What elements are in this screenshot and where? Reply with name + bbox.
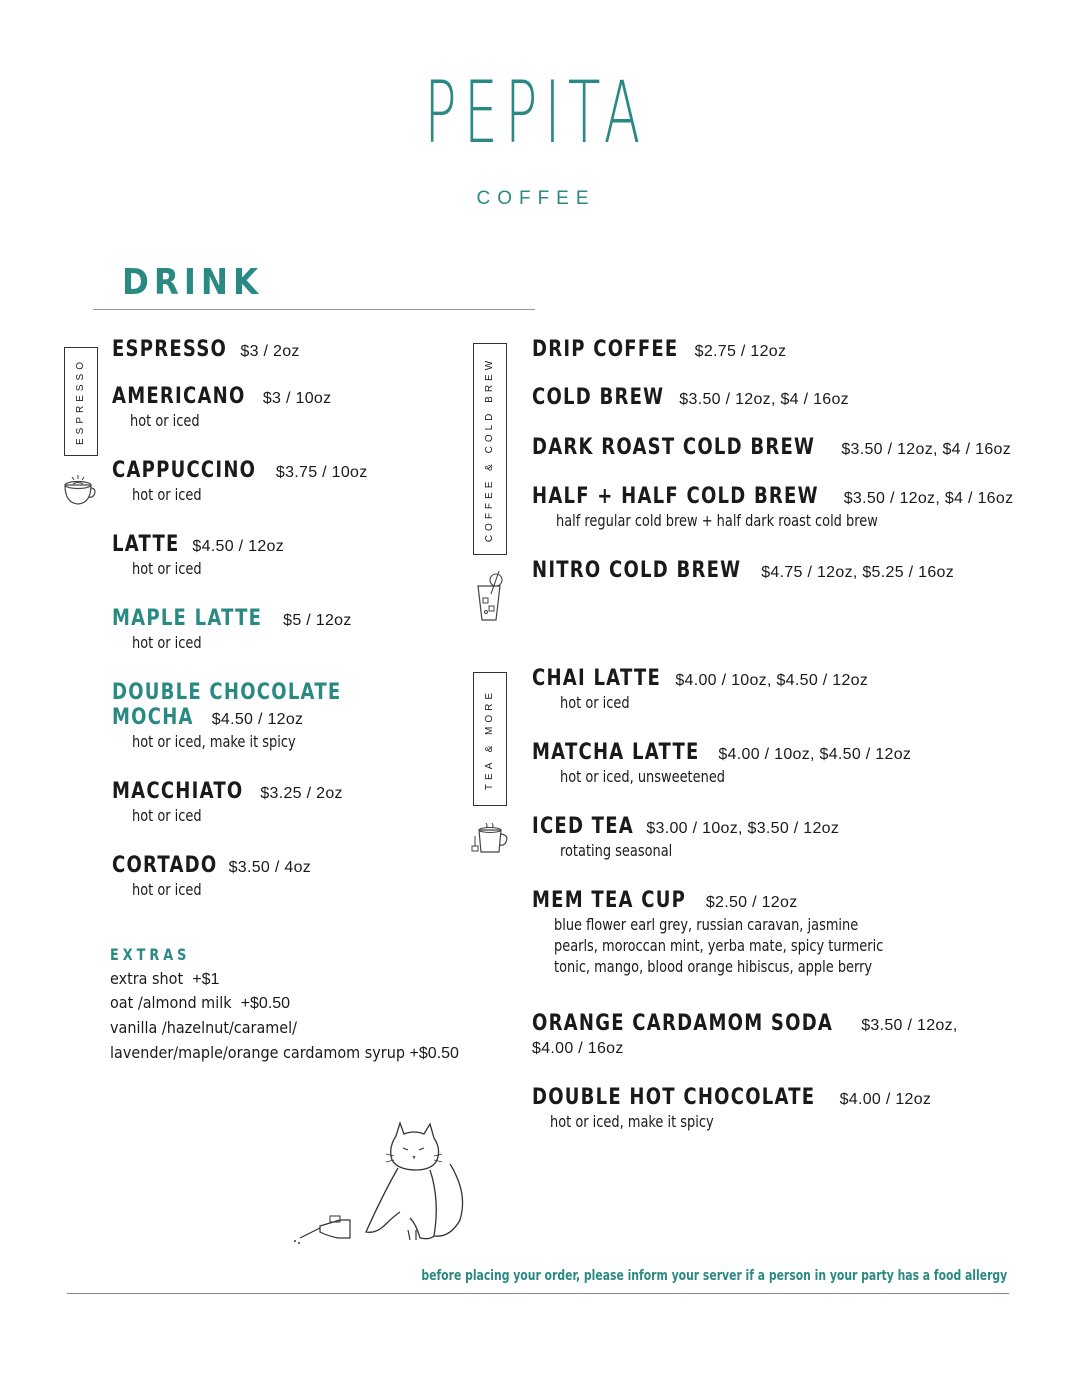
menu-item-espresso: ESPRESSO $3 / 2oz [112, 337, 300, 362]
menu-item-double-chocolate-mocha: DOUBLE CHOCOLATE MOCHA $4.50 / 12oz hot or iced, make it spicy [112, 680, 342, 751]
menu-item-orange-cardamom-soda: ORANGE CARDAMOM SODA $3.50 / 12oz, $4.00 / 16oz [532, 1011, 958, 1057]
title-divider [93, 309, 535, 310]
menu-item-macchiato: MACCHIATO $3.25 / 2oz hot or iced [112, 779, 343, 825]
menu-item-dark-roast-cold-brew: DARK ROAST COLD BREW $3.50 / 12oz, $4 / 16oz [532, 435, 1012, 460]
menu-item-americano: AMERICANO $3 / 10oz hot or iced [112, 384, 332, 430]
section-title: DRINK [122, 262, 264, 303]
menu-item-matcha-latte: MATCHA LATTE $4.00 / 10oz, $4.50 / 12oz hot or iced, unsweetened [532, 740, 912, 786]
extras-title: EXTRAS [110, 945, 191, 964]
extra-line: extra shot +$1 [110, 969, 220, 988]
coffee-category-label: COFFEE & COLD BREW [473, 343, 507, 555]
brand-subtitle: COFFEE [476, 188, 596, 209]
menu-item-drip-coffee: DRIP COFFEE $2.75 / 12oz [532, 337, 787, 362]
menu-item-cortado: CORTADO $3.50 / 4oz hot or iced [112, 853, 312, 899]
tea-mug-icon [470, 820, 514, 856]
brand-logo: PEPITA [424, 63, 648, 163]
tea-category-label: TEA & MORE [473, 672, 507, 806]
menu-item-iced-tea: ICED TEA $3.00 / 10oz, $3.50 / 12oz rotating seasonal [532, 814, 840, 860]
extra-line: vanilla /hazelnut/caramel/ [110, 1018, 298, 1037]
extra-line: lavender/maple/orange cardamom syrup +$0.50 [110, 1043, 459, 1062]
menu-item-cold-brew: COLD BREW $3.50 / 12oz, $4 / 16oz [532, 385, 849, 410]
cat-illustration-icon [290, 1120, 470, 1246]
menu-item-chai-latte: CHAI LATTE $4.00 / 10oz, $4.50 / 12oz hot or iced [532, 666, 869, 712]
menu-item-half-half-cold-brew: HALF + HALF COLD BREW $3.50 / 12oz, $4 / 16oz half regular cold brew + half dark roast cold brew [532, 484, 1014, 530]
espresso-category-label: ESPRESSO [64, 347, 98, 456]
menu-item-maple-latte: MAPLE LATTE $5 / 12oz hot or iced [112, 606, 352, 652]
menu-item-mem-tea-cup: MEM TEA CUP $2.50 / 12oz blue flower earl grey, russian caravan, jasmine pearls, moroccan mint, yerba mate, spicy turmeric tonic, mango, blood orange hibiscus, apple berry [532, 888, 884, 976]
menu-item-double-hot-chocolate: DOUBLE HOT CHOCOLATE $4.00 / 12oz hot or iced, make it spicy [532, 1085, 932, 1131]
menu-item-nitro-cold-brew: NITRO COLD BREW $4.75 / 12oz, $5.25 / 16oz [532, 558, 955, 583]
coffee-cup-icon [60, 473, 100, 509]
extra-line: oat /almond milk +$0.50 [110, 993, 291, 1012]
menu-item-cappuccino: CAPPUCCINO $3.75 / 10oz hot or iced [112, 458, 368, 504]
iced-drink-icon [472, 568, 506, 624]
allergy-notice: before placing your order, please inform your server if a person in your party has a food allergy [421, 1268, 1007, 1284]
menu-item-latte: LATTE $4.50 / 12oz hot or iced [112, 532, 285, 578]
footer-divider [67, 1293, 1009, 1294]
